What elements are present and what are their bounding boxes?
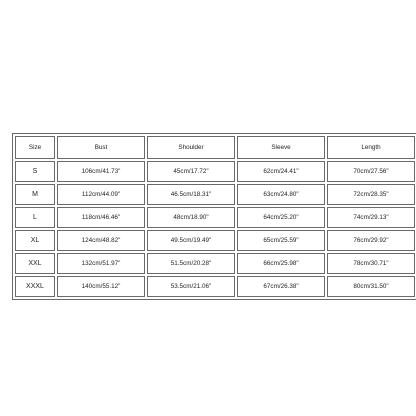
shoulder-cell: 48cm/18.90" xyxy=(147,207,235,228)
shoulder-cell: 46.5cm/18.31" xyxy=(147,184,235,205)
sleeve-cell: 66cm/25.98" xyxy=(237,253,325,274)
length-cell: 70cm/27.56" xyxy=(327,161,415,182)
sleeve-cell: 63cm/24.80" xyxy=(237,184,325,205)
bust-cell: 112cm/44.09" xyxy=(57,184,145,205)
length-cell: 78cm/30.71" xyxy=(327,253,415,274)
bust-cell: 140cm/55.12" xyxy=(57,276,145,297)
length-cell: 72cm/28.35" xyxy=(327,184,415,205)
table-row xyxy=(15,161,415,182)
header-shoulder: Shoulder xyxy=(147,136,235,159)
header-bust: Bust xyxy=(57,136,145,159)
header-length: Length xyxy=(327,136,415,159)
bust-cell: 118cm/46.46" xyxy=(57,207,145,228)
shoulder-cell: 49.5cm/19.49" xyxy=(147,230,235,251)
table-row xyxy=(15,230,415,251)
table-row xyxy=(15,184,415,205)
table-row xyxy=(15,276,415,297)
table-header-row xyxy=(15,136,415,159)
bust-cell: 132cm/51.97" xyxy=(57,253,145,274)
sleeve-cell: 67cm/26.38" xyxy=(237,276,325,297)
size-cell: S xyxy=(15,161,55,182)
size-cell: M xyxy=(15,184,55,205)
shoulder-cell: 51.5cm/20.28" xyxy=(147,253,235,274)
sleeve-cell: 62cm/24.41" xyxy=(237,161,325,182)
header-sleeve: Sleeve xyxy=(237,136,325,159)
shoulder-cell: 53.5cm/21.06" xyxy=(147,276,235,297)
sleeve-cell: 64cm/25.20" xyxy=(237,207,325,228)
bust-cell: 106cm/41.73" xyxy=(57,161,145,182)
table-row xyxy=(15,207,415,228)
size-cell: L xyxy=(15,207,55,228)
shoulder-cell: 45cm/17.72" xyxy=(147,161,235,182)
size-chart-table xyxy=(12,133,416,300)
length-cell: 76cm/29.92" xyxy=(327,230,415,251)
size-cell: XXL xyxy=(15,253,55,274)
sleeve-cell: 65cm/25.59" xyxy=(237,230,325,251)
bust-cell: 124cm/48.82" xyxy=(57,230,145,251)
header-size: Size xyxy=(15,136,55,159)
length-cell: 80cm/31.50" xyxy=(327,276,415,297)
table-row xyxy=(15,253,415,274)
size-cell: XXXL xyxy=(15,276,55,297)
length-cell: 74cm/29.13" xyxy=(327,207,415,228)
size-cell: XL xyxy=(15,230,55,251)
